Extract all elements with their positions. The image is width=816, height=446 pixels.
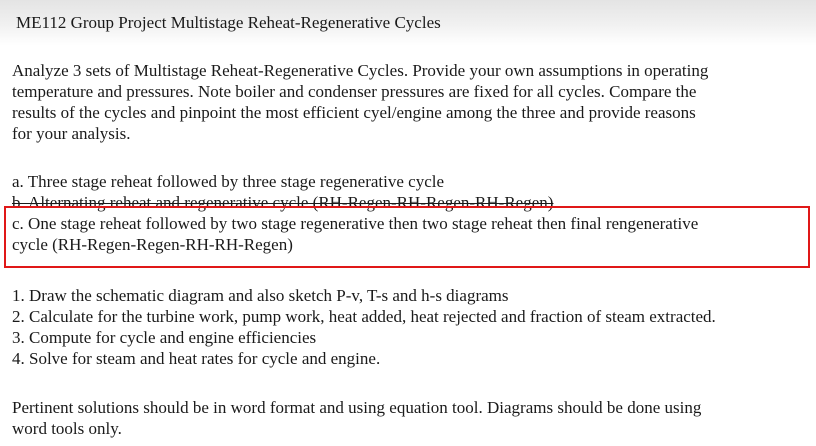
intro-line: results of the cycles and pinpoint the most efficient cyel/engine among the three and provide reasons <box>12 103 696 122</box>
cycle-options-list <box>12 171 812 255</box>
task-item: 3. Compute for cycle and engine efficiencies <box>12 328 317 347</box>
footer-line: word tools only. <box>12 419 122 438</box>
intro-line: Analyze 3 sets of Multistage Reheat-Regenerative Cycles. Provide your own assumptions in operating <box>12 61 709 80</box>
task-list <box>12 285 812 369</box>
footer-line: Pertinent solutions should be in word format and using equation tool. Diagrams should be done using <box>12 398 702 417</box>
intro-paragraph <box>12 60 812 144</box>
task-item: 2. Calculate for the turbine work, pump work, heat added, heat rejected and fraction of steam extracted. <box>12 307 716 326</box>
intro-line: for your analysis. <box>12 124 131 143</box>
option-c-line-1: c. One stage reheat followed by two stage regenerative then two stage reheat then final rengenerative <box>12 214 699 233</box>
document-title: ME112 Group Project Multistage Reheat-Regenerative Cycles <box>16 13 441 32</box>
task-item: 4. Solve for steam and heat rates for cycle and engine. <box>12 349 381 368</box>
option-b-struck: b. Alternating reheat and regenerative cycle (RH-Regen-RH-Regen-RH-Regen) <box>12 193 554 212</box>
option-a: a. Three stage reheat followed by three stage regenerative cycle <box>12 172 445 191</box>
intro-line: temperature and pressures. Note boiler and condenser pressures are fixed for all cycles. Compare the <box>12 82 697 101</box>
footer-paragraph <box>12 397 812 439</box>
task-item: 1. Draw the schematic diagram and also sketch P-v, T-s and h-s diagrams <box>12 286 509 305</box>
option-c-line-2: cycle (RH-Regen-Regen-RH-RH-Regen) <box>12 235 293 254</box>
